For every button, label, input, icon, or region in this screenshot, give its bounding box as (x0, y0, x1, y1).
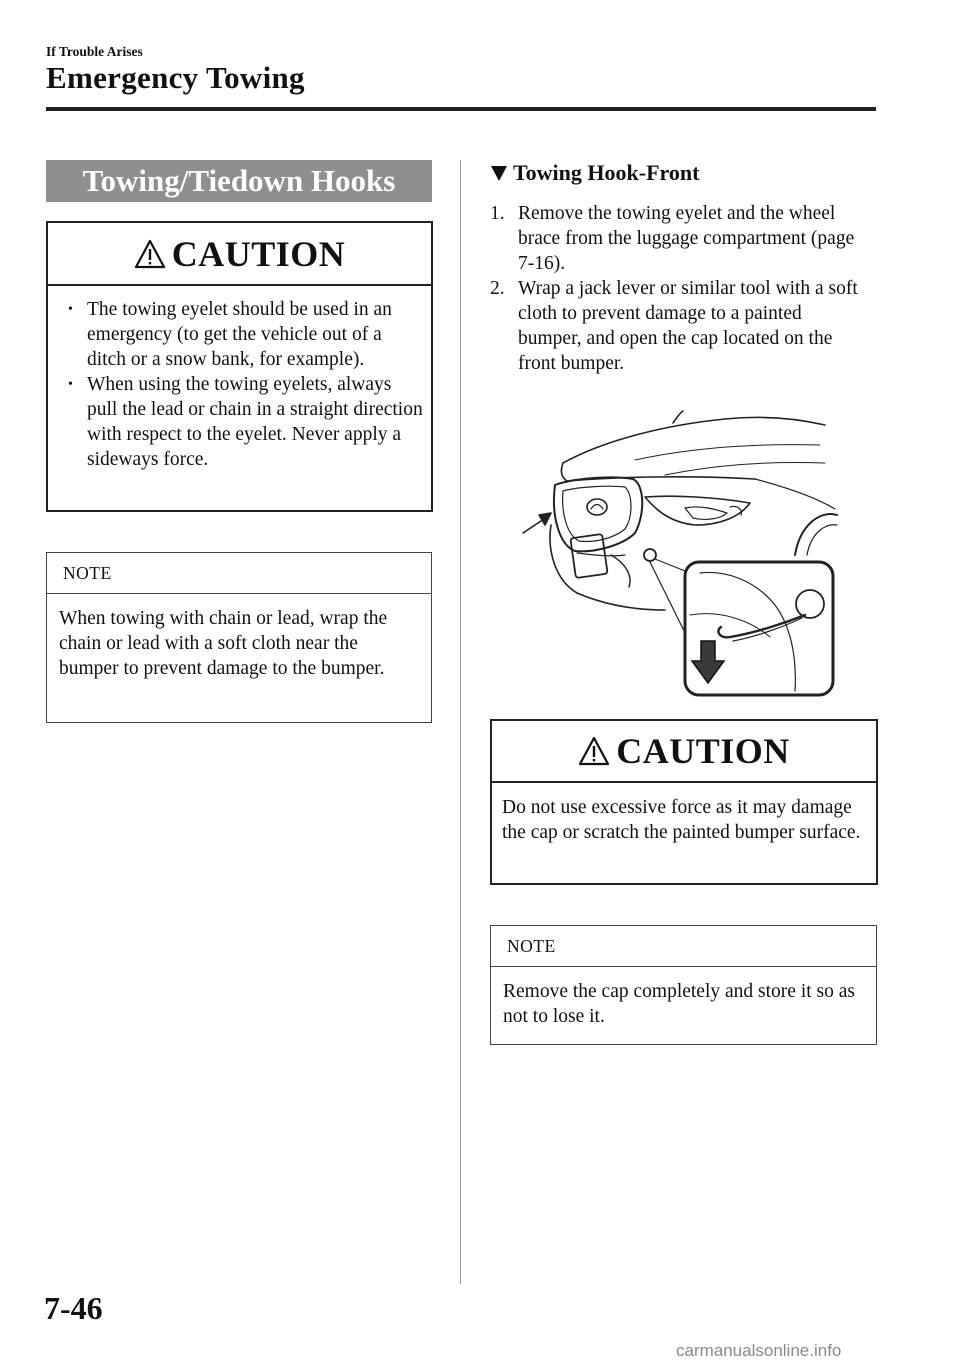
caution-title: CAUTION (171, 233, 346, 274)
subsection-heading (490, 160, 699, 186)
caution-item: • The towing eyelet should be used in an emergency (to get the vehicle out of a ditch or a snow bank, for example). (48, 297, 425, 372)
step-list (490, 201, 870, 376)
watermark: carmanualsonline.info (676, 1341, 842, 1360)
caution-title: CAUTION (616, 731, 790, 771)
step-text: Remove the towing eyelet and the wheel brace from the luggage compartment (page 7-16). (518, 203, 855, 274)
caution-box (46, 221, 433, 512)
step-number: 1. (490, 203, 505, 224)
subsection-heading-text: Towing Hook-Front (513, 160, 700, 185)
caution-header (492, 721, 876, 783)
step-text: Wrap a jack lever or similar tool with a soft cloth to prevent damage to a painted bumper, and open the cap located on the front bumper. (518, 278, 858, 374)
step-item (490, 276, 870, 376)
warning-triangle-icon (578, 736, 610, 766)
note-box (46, 552, 432, 723)
step-number: 2. (490, 278, 505, 299)
caution-body (48, 286, 431, 472)
page-title: Emergency Towing (46, 60, 305, 95)
section-banner: Towing/Tiedown Hooks (46, 160, 432, 202)
section-label: If Trouble Arises (46, 44, 143, 59)
triangle-marker-icon (490, 164, 508, 182)
page-number: 7-46 (44, 1290, 103, 1326)
note-text: When towing with chain or lead, wrap the chain or lead with a soft cloth near the bumper to prevent damage to the bumper. (59, 608, 388, 679)
header-rule (46, 107, 876, 111)
caution-box (490, 719, 878, 885)
caution-item: • When using the towing eyelets, always pull the lead or chain in a straight direction with respect to the eyelet. Never apply a sideways force. (48, 372, 425, 472)
caution-text: Do not use excessive force as it may damage the cap or scratch the painted bumper surface. (502, 797, 861, 843)
caution-list (48, 297, 425, 472)
note-text: Remove the cap completely and store it so as not to lose it. (503, 981, 855, 1027)
note-box (490, 925, 877, 1045)
warning-triangle-icon (134, 239, 166, 269)
column-divider (460, 160, 461, 1284)
caution-header (48, 223, 431, 286)
step-item (490, 201, 870, 276)
note-title: NOTE (47, 553, 431, 594)
steps (490, 201, 870, 376)
note-title: NOTE (491, 926, 876, 967)
car-front-illustration (515, 405, 840, 700)
